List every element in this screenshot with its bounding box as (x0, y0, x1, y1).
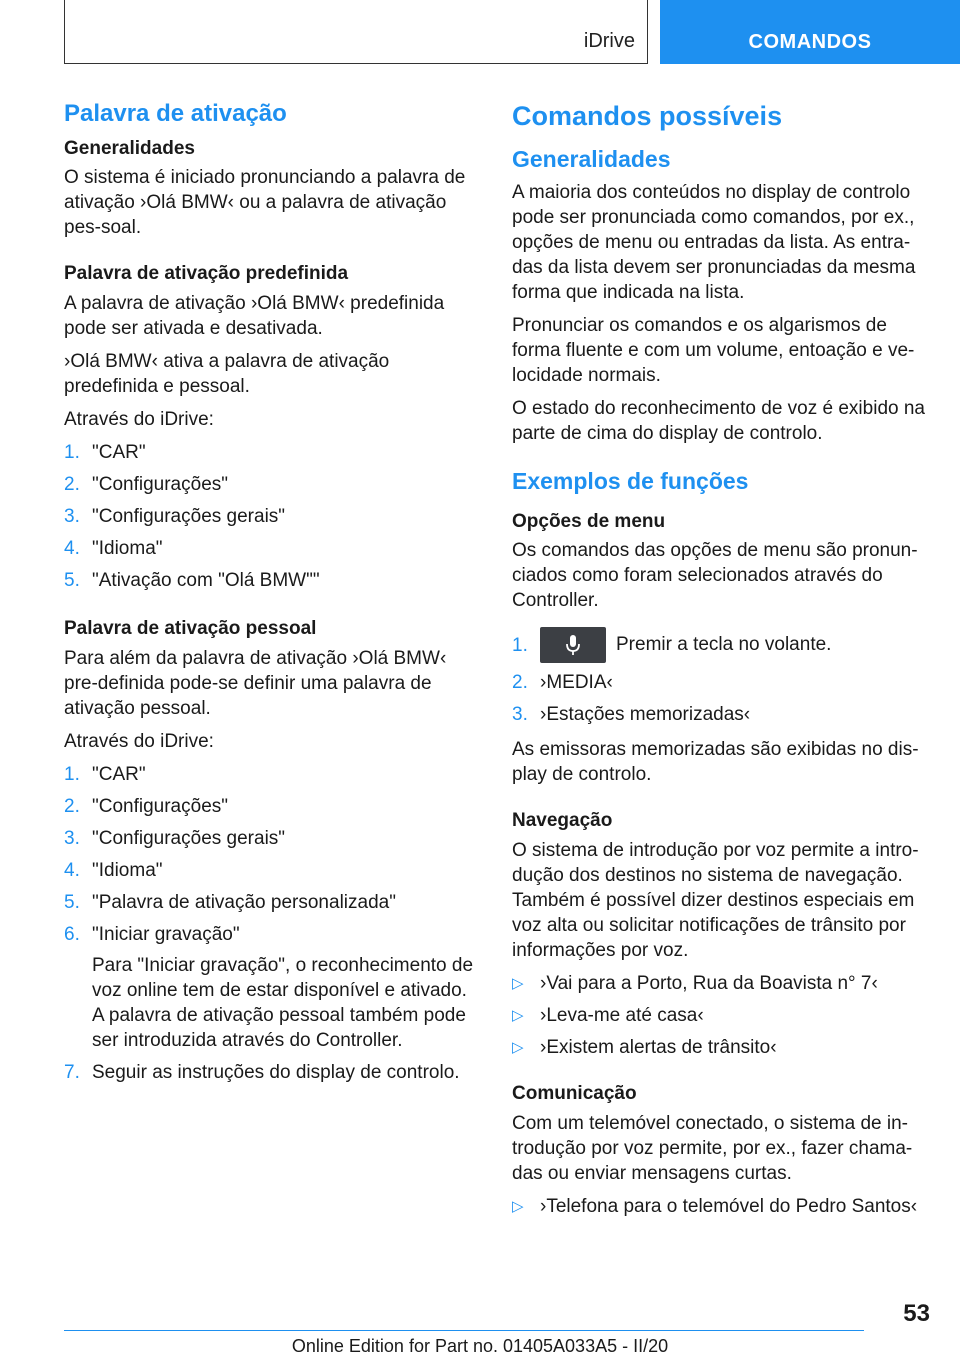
comm-heading: Comunicação (512, 1082, 637, 1104)
list-item: ▷ ›Existem alertas de trânsito‹ (512, 1036, 777, 1058)
nav-p1: O sistema de introdução por voz permite a intro-dução dos destinos no sistema de navegação. Também é possível dizer destinos especiais em voz alta ou solicitar notificações de trânsito por informações por voz. (512, 839, 919, 961)
list-item: ▷ ›Vai para a Porto, Rua da Boavista n° 7‹ (512, 972, 878, 994)
nav-heading: Navegação (512, 810, 613, 832)
step6-note: Para "Iniciar gravação", o reconhecimento de voz online tem de estar disponível e ativado. A palavra de ativação pessoal também pode ser introduzida através do Controller. (92, 954, 474, 1051)
section-title-left: Palavra de ativação (64, 100, 287, 127)
personal-steps (64, 762, 482, 1085)
microphone-icon (565, 634, 581, 656)
voice-button-icon (540, 627, 606, 663)
page-number: 53 (903, 1300, 930, 1327)
list-item: ▷ ›Telefona para o telemóvel do Pedro Santos‹ (512, 1195, 918, 1217)
menu-heading: Opções de menu (512, 510, 666, 532)
list-item: 7. Seguir as instruções do display de controlo. (64, 1061, 460, 1083)
menu-p1: Os comandos das opções de menu são pronun-ciados como foram selecionados através do Controller. (512, 540, 918, 612)
header-frame (64, 0, 648, 64)
predefined-p1: A palavra de ativação ›Olá BMW‹ predefinida pode ser ativada e desativada. (64, 293, 445, 340)
predefined-steps (64, 440, 482, 593)
triangle-bullet-icon: ▷ (512, 974, 524, 992)
list-item: 4. "Idioma" (64, 859, 163, 881)
general-text-left: O sistema é iniciado pronunciando a palavra de ativação ›Olá BMW‹ ou a palavra de ativação pes-soal. (64, 167, 466, 239)
left-column (64, 100, 482, 1095)
personal-heading: Palavra de ativação pessoal (64, 618, 317, 640)
header-tab: COMANDOS (660, 0, 960, 64)
footer-divider (64, 1330, 864, 1331)
list-item: 3. ›Estações memorizadas‹ (512, 704, 751, 726)
header-section: iDrive (583, 30, 635, 52)
general-heading-right: Generalidades (512, 146, 671, 173)
list-item: ▷ ›Leva-me até casa‹ (512, 1004, 704, 1026)
triangle-bullet-icon: ▷ (512, 1038, 524, 1056)
right-column (512, 100, 930, 1227)
list-item: 5. "Ativação com "Olá BMW"" (64, 570, 320, 592)
personal-p2: Através do iDrive: (64, 730, 214, 752)
menu-steps (512, 627, 930, 727)
general-p3-right: O estado do reconhecimento de voz é exibido na parte de cima do display de controlo. (512, 397, 925, 444)
triangle-bullet-icon: ▷ (512, 1197, 524, 1215)
personal-p1: Para além da palavra de ativação ›Olá BMW‹ pre-definida pode-se definir uma palavra de ativação pessoal. (64, 647, 447, 719)
predefined-p3: Através do iDrive: (64, 409, 214, 431)
list-item: 1. "CAR" (64, 763, 146, 785)
comm-p1: Com um telemóvel conectado, o sistema de in-trodução por voz permite, por ex., fazer chama-das ou enviar mensagens curtas. (512, 1112, 913, 1184)
list-item: 1. Premir a tecla no volante. (512, 627, 930, 663)
general-p1-right: A maioria dos conteúdos no display de controlo pode ser pronunciada como comandos, por ex., opções de menu ou entradas da lista. As entra-das da lista devem ser pronunciadas da mesma forma que indicada na lista. (512, 181, 916, 303)
predefined-p2: ›Olá BMW‹ ativa a palavra de ativação predefinida e pessoal. (64, 351, 390, 398)
list-item: 6. "Iniciar gravação" Para "Iniciar gravação", o reconhecimento de voz online tem de estar disponível e ativado. A palavra de ativação pessoal também pode ser introduzida através do Controller. (64, 922, 482, 1053)
menu-p2: As emissoras memorizadas são exibidas no dis-play de controlo. (512, 739, 919, 786)
nav-bullets (512, 971, 930, 1060)
list-item: 2. "Configurações" (64, 795, 229, 817)
list-item: 2. ›MEDIA‹ (512, 672, 613, 694)
section-title-right: Comandos possíveis (512, 101, 783, 131)
list-item: 1. "CAR" (64, 442, 146, 464)
triangle-bullet-icon: ▷ (512, 1006, 524, 1024)
general-heading-left: Generalidades (64, 137, 195, 159)
list-item: 4. "Idioma" (64, 538, 163, 560)
footer-edition: Online Edition for Part no. 01405A033A5 - II/20 (291, 1336, 669, 1356)
comm-bullets (512, 1194, 930, 1219)
list-item: 5. "Palavra de ativação personalizada" (64, 891, 396, 913)
examples-heading: Exemplos de funções (512, 467, 749, 494)
predefined-heading: Palavra de ativação predefinida (64, 263, 349, 285)
list-item: 3. "Configurações gerais" (64, 506, 286, 528)
list-item: 2. "Configurações" (64, 474, 229, 496)
list-item: 3. "Configurações gerais" (64, 827, 286, 849)
general-p2-right: Pronunciar os comandos e os algarismos de forma fluente e com um volume, entoação e ve-locidade normais. (512, 314, 915, 386)
